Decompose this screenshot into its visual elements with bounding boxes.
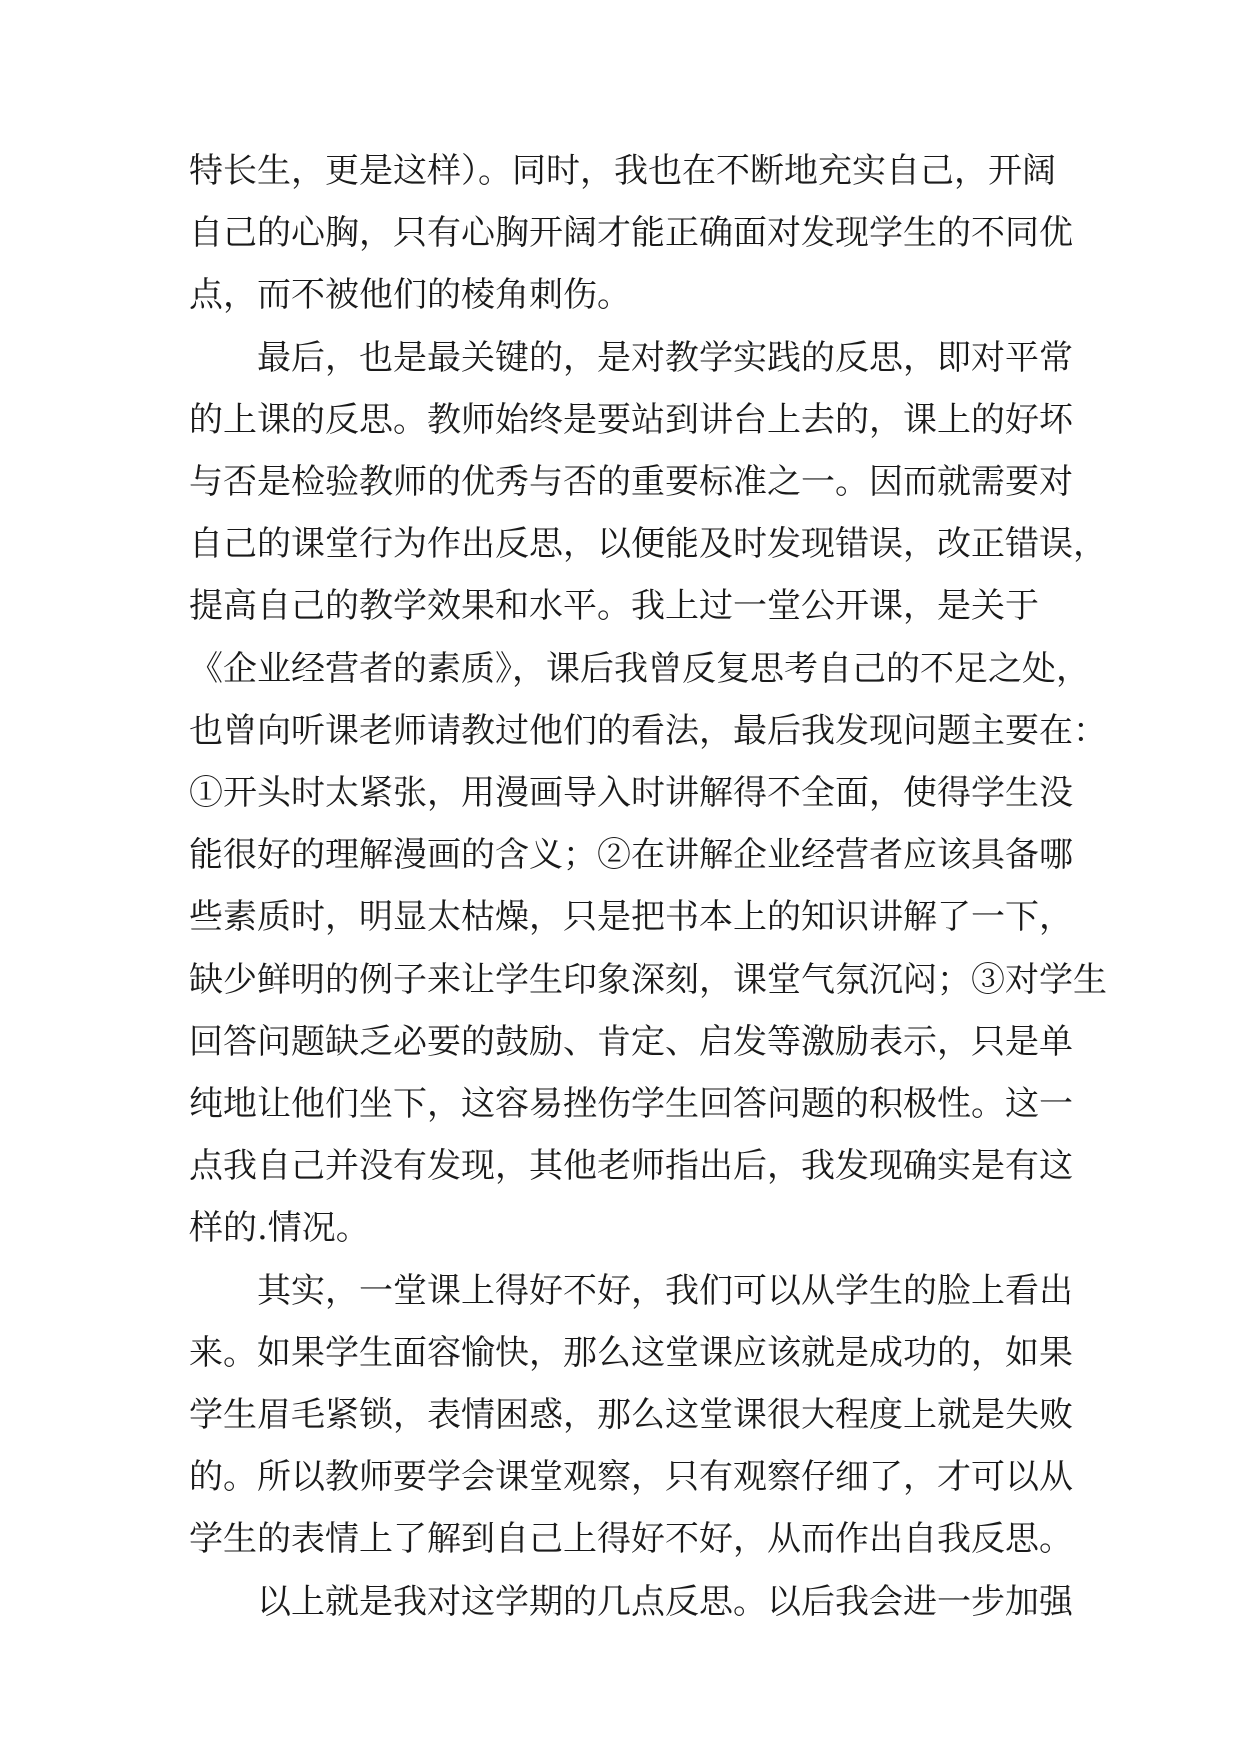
text-line-23: 学生的表情上了解到自己上得好不好，从而作出自我反思。 [189, 1519, 1073, 1559]
text-line-7: 自己的课堂行为作出反思，以便能及时发现错误，改正错误， [189, 524, 1107, 564]
text-line-22: 的。所以教师要学会课堂观察，只有观察仔细了，才可以从 [189, 1457, 1073, 1497]
text-line-9: 《企业经营者的素质》，课后我曾反复思考自己的不足之处， [189, 649, 1090, 689]
text-line-16: 纯地让他们坐下，这容易挫伤学生回答问题的积极性。这一 [189, 1084, 1073, 1124]
text-line-2: 自己的心胸，只有心胸开阔才能正确面对发现学生的不同优 [189, 213, 1073, 253]
text-line-8: 提高自己的教学效果和水平。我上过一堂公开课，是关于 [189, 586, 1039, 626]
paragraph-start-line: 以上就是我对这学期的几点反思。以后我会进一步加强 [257, 1582, 1073, 1622]
text-line-11: ①开头时太紧张，用漫画导入时讲解得不全面，使得学生没 [189, 773, 1073, 813]
text-line-18: 样的.情况。 [189, 1208, 370, 1248]
text-line-17: 点我自己并没有发现，其他老师指出后，我发现确实是有这 [189, 1146, 1073, 1186]
text-line-10: 也曾向听课老师请教过他们的看法，最后我发现问题主要在： [189, 711, 1107, 751]
text-line-14: 缺少鲜明的例子来让学生印象深刻，课堂气氛沉闷；③对学生 [189, 960, 1107, 1000]
text-line-5: 的上课的反思。教师始终是要站到讲台上去的，课上的好坏 [189, 400, 1073, 440]
text-line-13: 些素质时，明显太枯燥，只是把书本上的知识讲解了一下， [189, 897, 1073, 937]
text-line-1: 特长生，更是这样）。同时，我也在不断地充实自己，开阔 [189, 151, 1056, 191]
text-line-15: 回答问题缺乏必要的鼓励、肯定、启发等激励表示，只是单 [189, 1022, 1073, 1062]
text-line-3: 点，而不被他们的棱角刺伤。 [189, 275, 631, 315]
text-line-6: 与否是检验教师的优秀与否的重要标准之一。因而就需要对 [189, 462, 1073, 502]
text-line-12: 能很好的理解漫画的含义；②在讲解企业经营者应该具备哪 [189, 835, 1073, 875]
paragraph-start-line: 最后，也是最关键的，是对教学实践的反思，即对平常 [257, 338, 1073, 378]
text-line-20: 来。如果学生面容愉快，那么这堂课应该就是成功的，如果 [189, 1333, 1073, 1373]
text-line-21: 学生眉毛紧锁，表情困惑，那么这堂课很大程度上就是失败 [189, 1395, 1073, 1435]
paragraph-start-line: 其实，一堂课上得好不好，我们可以从学生的脸上看出 [257, 1271, 1073, 1311]
